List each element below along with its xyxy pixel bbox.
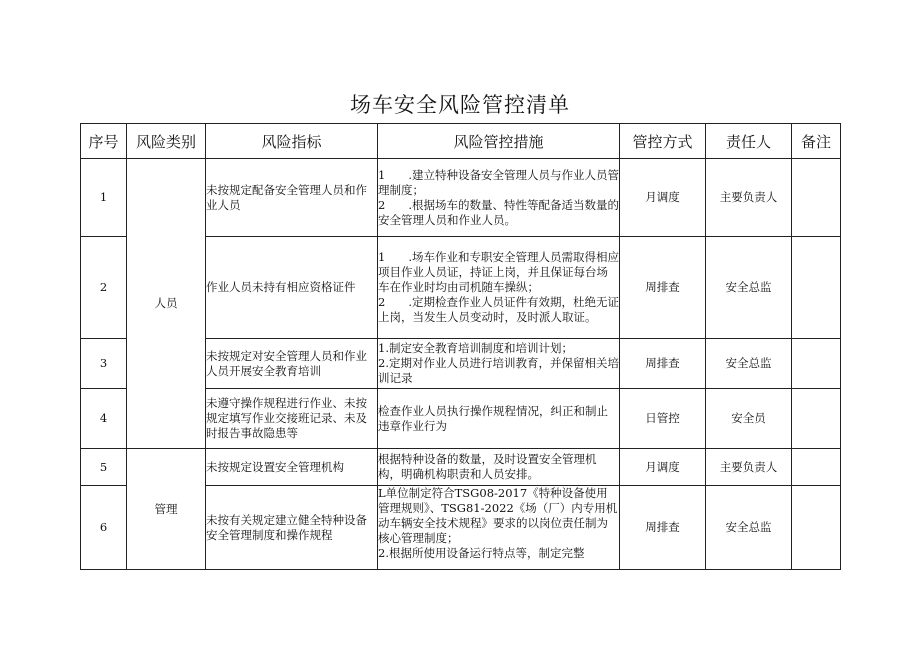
control-method: 月调度 bbox=[620, 449, 706, 486]
responsible-person: 主要负责人 bbox=[706, 159, 792, 237]
responsible-person: 安全员 bbox=[706, 389, 792, 449]
control-method: 周排查 bbox=[620, 486, 706, 570]
risk-indicator: 未按规定对安全管理人员和作业人员开展安全教育培训 bbox=[206, 339, 378, 389]
responsible-person: 主要负责人 bbox=[706, 449, 792, 486]
header-seq: 序号 bbox=[81, 124, 127, 159]
row-seq: 4 bbox=[81, 389, 127, 449]
table-row bbox=[81, 159, 841, 237]
risk-indicator: 未按规定设置安全管理机构 bbox=[206, 449, 378, 486]
header-indicator: 风险指标 bbox=[206, 124, 378, 159]
row-seq: 6 bbox=[81, 486, 127, 570]
control-measures bbox=[378, 449, 620, 486]
risk-control-table bbox=[80, 123, 841, 570]
risk-indicator: 作业人员未持有相应资格证件 bbox=[206, 237, 378, 339]
measure-line: 2 .定期检查作业人员证件有效期，杜绝无证上岗，当发生人员变动时，及时派人取证。 bbox=[378, 295, 619, 324]
control-method: 日管控 bbox=[620, 389, 706, 449]
header-row bbox=[81, 124, 841, 159]
control-measures bbox=[378, 159, 620, 237]
control-method: 周排查 bbox=[620, 339, 706, 389]
category-cell-management: 管理 bbox=[127, 449, 206, 570]
header-category: 风险类别 bbox=[127, 124, 206, 159]
risk-indicator: 未遵守操作规程进行作业、未按规定填写作业交接班记录、未及时报告事故隐患等 bbox=[206, 389, 378, 449]
category-cell-personnel: 人员 bbox=[127, 159, 206, 449]
page-title: 场车安全风险管控清单 bbox=[350, 93, 570, 117]
measure-line: 1.制定安全教育培训制度和培训计划； bbox=[378, 341, 573, 355]
remark-cell bbox=[792, 486, 841, 570]
responsible-person: 安全总监 bbox=[706, 237, 792, 339]
measure-line: 2.定期对作业人员进行培训教育，并保留相关培训记录 bbox=[378, 356, 619, 385]
risk-indicator: 未按有关规定建立健全特种设备安全管理制度和操作规程 bbox=[206, 486, 378, 570]
control-measures bbox=[378, 486, 620, 570]
responsible-person: 安全总监 bbox=[706, 486, 792, 570]
row-seq: 3 bbox=[81, 339, 127, 389]
measure-line: L单位制定符合TSG08-2017《特种设备使用管理规则》、TSG81-2022《场（厂）内专用机动车辆安全技术规程》要求的以岗位责任制为核心管理制度； bbox=[378, 486, 618, 545]
header-owner: 责任人 bbox=[706, 124, 792, 159]
table-row bbox=[81, 449, 841, 486]
risk-indicator: 未按规定配备安全管理人员和作业人员 bbox=[206, 159, 378, 237]
measure-line: 2 .根据场车的数量、特性等配备适当数量的安全管理人员和作业人员。 bbox=[378, 197, 619, 227]
header-measures: 风险管控措施 bbox=[378, 124, 620, 159]
remark-cell bbox=[792, 339, 841, 389]
control-measures bbox=[378, 339, 620, 389]
row-seq: 5 bbox=[81, 449, 127, 486]
row-seq: 2 bbox=[81, 237, 127, 339]
measure-line: 检查作业人员执行操作规程情况，纠正和制止违章作业行为 bbox=[378, 403, 608, 433]
remark-cell bbox=[792, 449, 841, 486]
measure-line: 根据特种设备的数量，及时设置安全管理机构，明确机构职责和人员安排。 bbox=[378, 452, 597, 481]
remark-cell bbox=[792, 237, 841, 339]
remark-cell bbox=[792, 159, 841, 237]
remark-cell bbox=[792, 389, 841, 449]
measure-line: 1 .场车作业和专职安全管理人员需取得相应项目作业人员证，持证上岗，并且保证每台场车在作业时均由司机随车操纵； bbox=[378, 250, 619, 294]
header-remark: 备注 bbox=[792, 124, 841, 159]
control-measures bbox=[378, 389, 620, 449]
row-seq: 1 bbox=[81, 159, 127, 237]
measure-line: 2.根据所使用设备运行特点等，制定完整 bbox=[378, 546, 585, 560]
measure-line: 1 .建立特种设备安全管理人员与作业人员管理制度； bbox=[378, 167, 619, 197]
control-method: 周排查 bbox=[620, 237, 706, 339]
control-method: 月调度 bbox=[620, 159, 706, 237]
control-measures bbox=[378, 237, 620, 339]
header-method: 管控方式 bbox=[620, 124, 706, 159]
responsible-person: 安全总监 bbox=[706, 339, 792, 389]
